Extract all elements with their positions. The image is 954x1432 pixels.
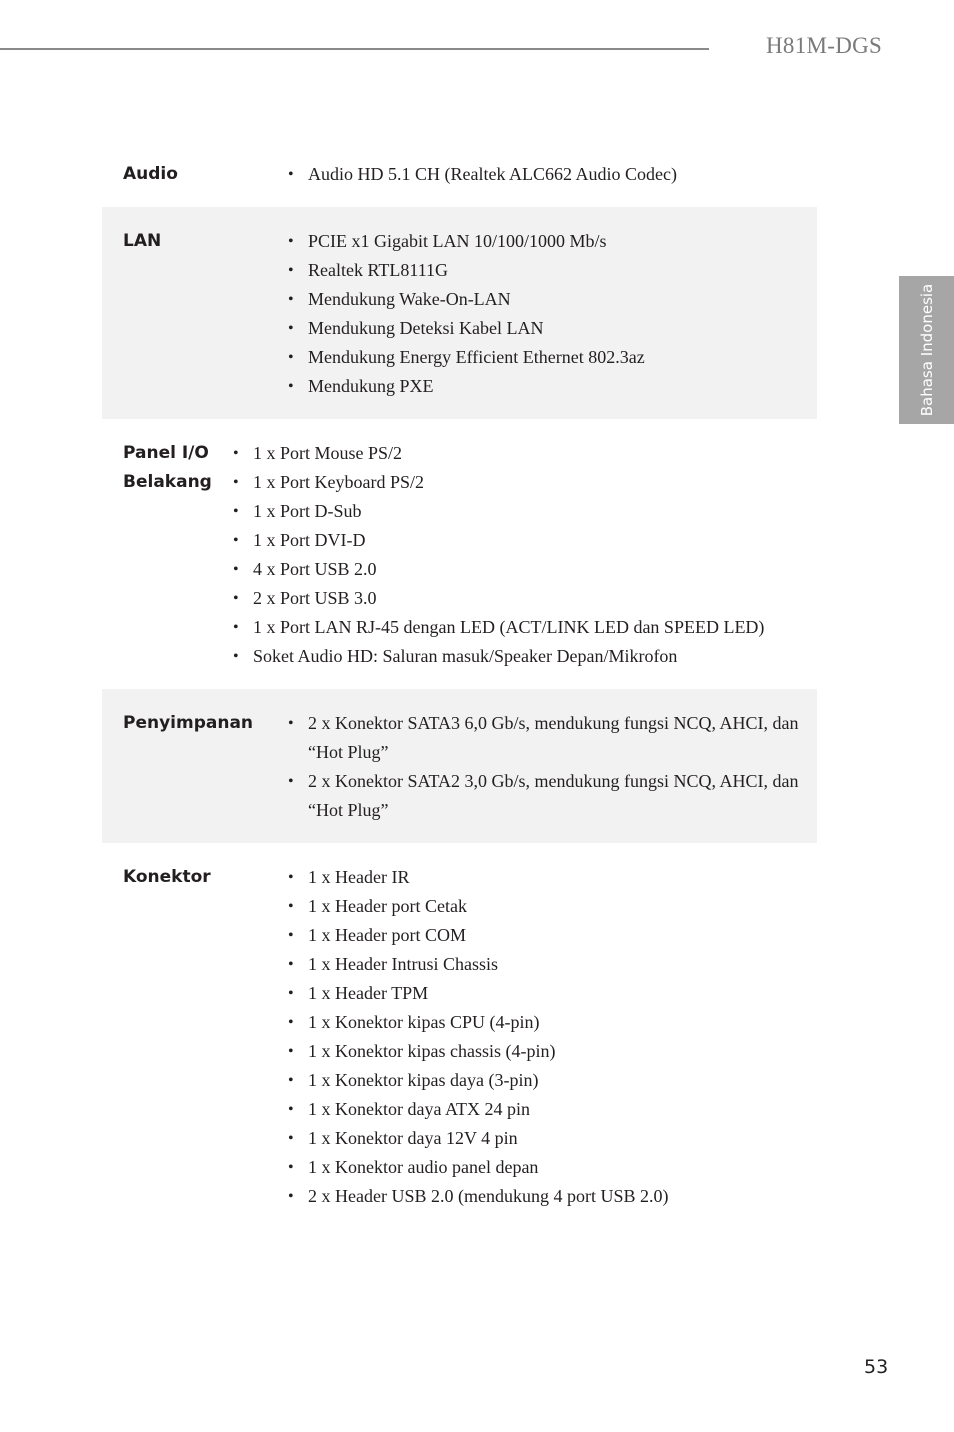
spec-item: • 1 x Header IR: [288, 863, 817, 892]
page-number: 53: [864, 1356, 889, 1378]
spec-table: [102, 140, 817, 1229]
spec-item: • Mendukung Energy Efficient Ethernet 802.3az: [288, 343, 817, 372]
spec-item-list: [288, 227, 817, 401]
spec-row: [102, 207, 817, 419]
spec-item: • Mendukung Deteksi Kabel LAN: [288, 314, 817, 343]
spec-item-list: [233, 439, 817, 671]
spec-item: • 1 x Konektor daya ATX 24 pin: [288, 1095, 817, 1124]
spec-item: • 2 x Header USB 2.0 (mendukung 4 port USB 2.0): [288, 1182, 817, 1211]
spec-item: • Soket Audio HD: Saluran masuk/Speaker Depan/Mikrofon: [233, 642, 817, 671]
spec-item: • 2 x Konektor SATA2 3,0 Gb/s, mendukung fungsi NCQ, AHCI, dan “Hot Plug”: [288, 767, 817, 825]
spec-item: • 1 x Konektor kipas chassis (4-pin): [288, 1037, 817, 1066]
spec-label: Panel I/O Belakang: [123, 443, 212, 492]
spec-item: • 1 x Port LAN RJ-45 dengan LED (ACT/LINK LED dan SPEED LED): [233, 613, 817, 642]
spec-item: • 1 x Header port Cetak: [288, 892, 817, 921]
spec-item: • 2 x Konektor SATA3 6,0 Gb/s, mendukung fungsi NCQ, AHCI, dan “Hot Plug”: [288, 709, 817, 767]
language-side-tab: [899, 276, 954, 424]
spec-item: • Realtek RTL8111G: [288, 256, 817, 285]
spec-item: • 1 x Konektor audio panel depan: [288, 1153, 817, 1182]
spec-row: [102, 843, 817, 1229]
spec-item: • 1 x Konektor kipas CPU (4-pin): [288, 1008, 817, 1037]
spec-item-list: [288, 709, 817, 825]
spec-item: • Mendukung PXE: [288, 372, 817, 401]
spec-label: Audio: [123, 164, 178, 184]
spec-item: • 1 x Header port COM: [288, 921, 817, 950]
spec-item: • 1 x Konektor kipas daya (3-pin): [288, 1066, 817, 1095]
spec-item: • 1 x Port D-Sub: [233, 497, 817, 526]
spec-label: Konektor: [123, 867, 211, 887]
spec-item: • 1 x Header TPM: [288, 979, 817, 1008]
spec-label: Penyimpanan: [123, 713, 254, 733]
spec-item: • 1 x Port Mouse PS/2: [233, 439, 817, 468]
model-title: H81M-DGS: [766, 33, 883, 58]
spec-item: • 2 x Port USB 3.0: [233, 584, 817, 613]
spec-row: [102, 689, 817, 843]
spec-item-list: [288, 863, 817, 1211]
spec-label: LAN: [123, 231, 162, 251]
spec-row: [102, 140, 817, 207]
spec-item: • PCIE x1 Gigabit LAN 10/100/1000 Mb/s: [288, 227, 817, 256]
spec-item: • 4 x Port USB 2.0: [233, 555, 817, 584]
spec-row: [102, 419, 817, 689]
spec-item: • 1 x Port DVI-D: [233, 526, 817, 555]
side-tab-label: Bahasa Indonesia: [917, 283, 936, 417]
spec-item: • 1 x Konektor daya 12V 4 pin: [288, 1124, 817, 1153]
spec-item: • Mendukung Wake-On-LAN: [288, 285, 817, 314]
spec-item: • 1 x Header Intrusi Chassis: [288, 950, 817, 979]
spec-item: • Audio HD 5.1 CH (Realtek ALC662 Audio Codec): [288, 160, 817, 189]
spec-item-list: [288, 160, 817, 189]
spec-item: • 1 x Port Keyboard PS/2: [233, 468, 817, 497]
header-rule: [0, 48, 709, 50]
